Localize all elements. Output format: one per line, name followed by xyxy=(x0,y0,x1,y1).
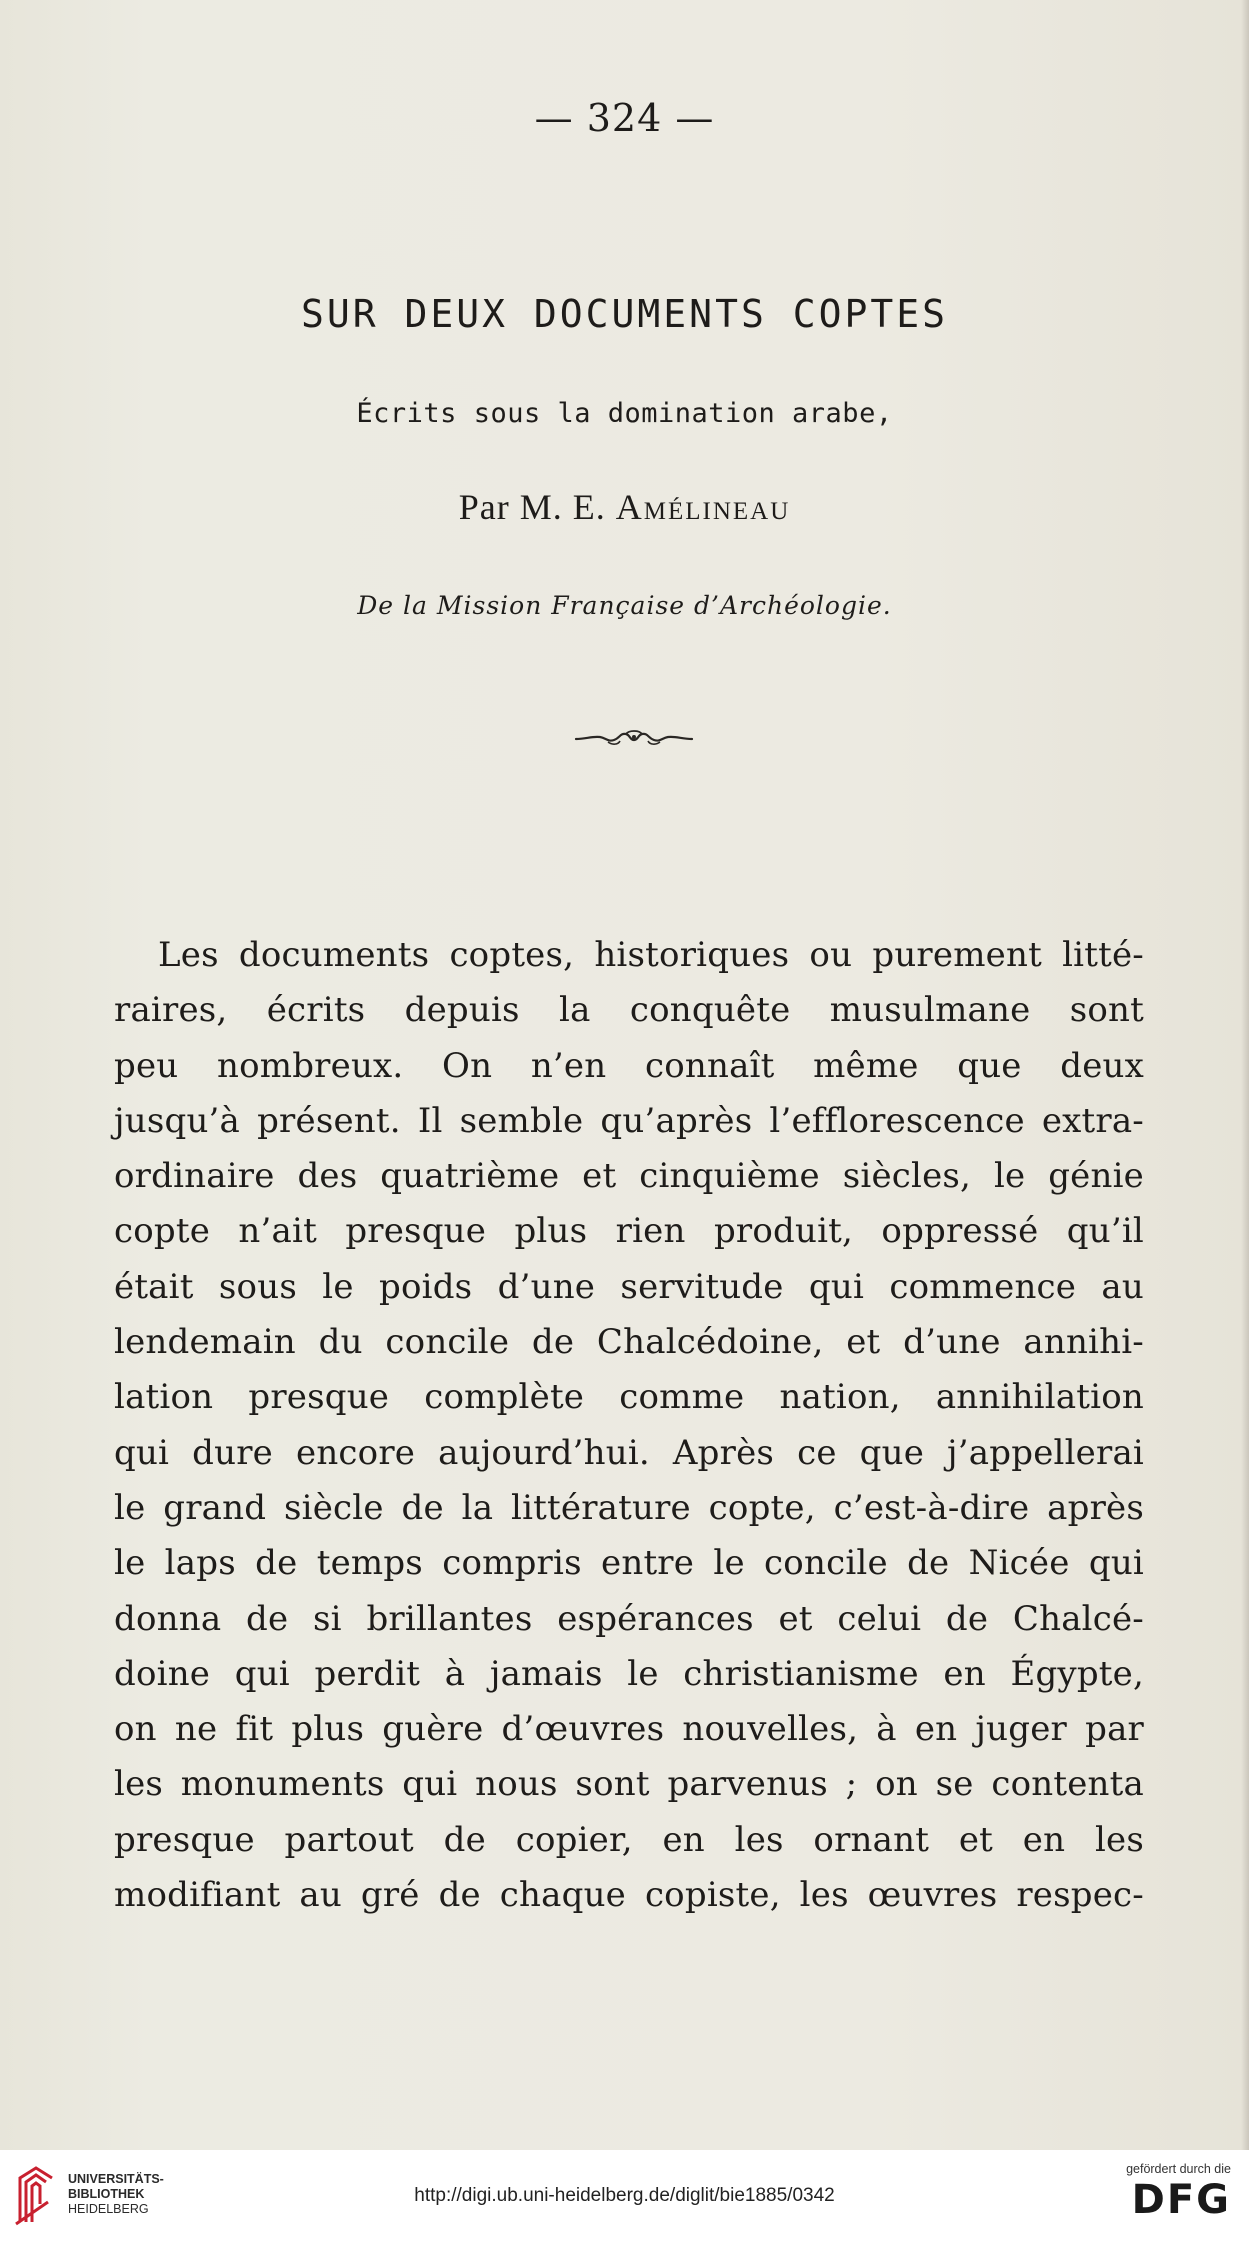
text-line: qui dure encore aujourd’hui. Après ce que j’appellerai xyxy=(114,1432,1144,1473)
author-prefix: Par M. E. xyxy=(458,487,616,527)
library-name-line: BIBLIOTHEK xyxy=(68,2187,145,2201)
text-line: on ne fit plus guère d’œuvres nouvelles, à en juger par xyxy=(114,1709,1144,1750)
library-name-line: UNIVERSITÄTS- xyxy=(68,2172,164,2186)
text-line: le laps de temps compris entre le concile de Nicée qui xyxy=(114,1543,1144,1584)
article-subtitle: Écrits sous la domination arabe, xyxy=(356,398,893,429)
dfg-logo[interactable]: DFG xyxy=(1131,2177,1231,2223)
text-line: Les documents coptes, historiques ou purement litté- xyxy=(158,935,1144,975)
permalink-url[interactable]: http://digi.ub.uni-heidelberg.de/diglit/bie1885/0342 xyxy=(414,2185,835,2206)
digitization-footer xyxy=(0,2150,1249,2243)
funder-block xyxy=(1101,2162,1231,2222)
text-line: le grand siècle de la littérature copte, c’est-à-dire après xyxy=(114,1487,1144,1528)
text-line: donna de si brillantes espérances et celui de Chalcé- xyxy=(114,1598,1144,1639)
text-line: lendemain du concile de Chalcédoine, et d’une annihi- xyxy=(114,1322,1144,1363)
text-line: raires, écrits depuis la conquête musulmane sont xyxy=(114,990,1144,1031)
text-line: jusqu’à présent. Il semble qu’après l’efflorescence extra- xyxy=(114,1100,1144,1141)
page-number: — 324 — xyxy=(534,96,715,140)
funder-caption: gefördert durch die xyxy=(1126,2162,1231,2176)
article-title: SUR DEUX DOCUMENTS COPTES xyxy=(301,292,948,336)
text-line: presque partout de copier, en les ornant et en les xyxy=(114,1819,1144,1860)
author-affiliation: De la Mission Française d’Archéologie. xyxy=(357,591,892,620)
text-line: ordinaire des quatrième et cinquième siècles, le génie xyxy=(114,1156,1144,1197)
library-name-line: HEIDELBERG xyxy=(68,2202,149,2216)
text-line: était sous le poids d’une servitude qui commence au xyxy=(114,1266,1144,1307)
text-line: doine qui perdit à jamais le christianisme en Égypte, xyxy=(114,1653,1144,1694)
text-line: lation presque complète comme nation, annihilation xyxy=(114,1377,1144,1418)
text-line: modifiant au gré de chaque copiste, les œuvres respec- xyxy=(114,1875,1144,1916)
text-line: copte n’ait presque plus rien produit, oppressé qu’il xyxy=(114,1211,1144,1252)
text-line: les monuments qui nous sont parvenus ; on se contenta xyxy=(114,1764,1144,1805)
author-line xyxy=(0,486,1249,528)
text-line: peu nombreux. On n’en connaît même que deux xyxy=(114,1045,1144,1086)
decorative-flourish-icon xyxy=(574,724,694,750)
body-paragraph xyxy=(114,928,1144,1923)
author-name: Amélineau xyxy=(615,487,791,527)
